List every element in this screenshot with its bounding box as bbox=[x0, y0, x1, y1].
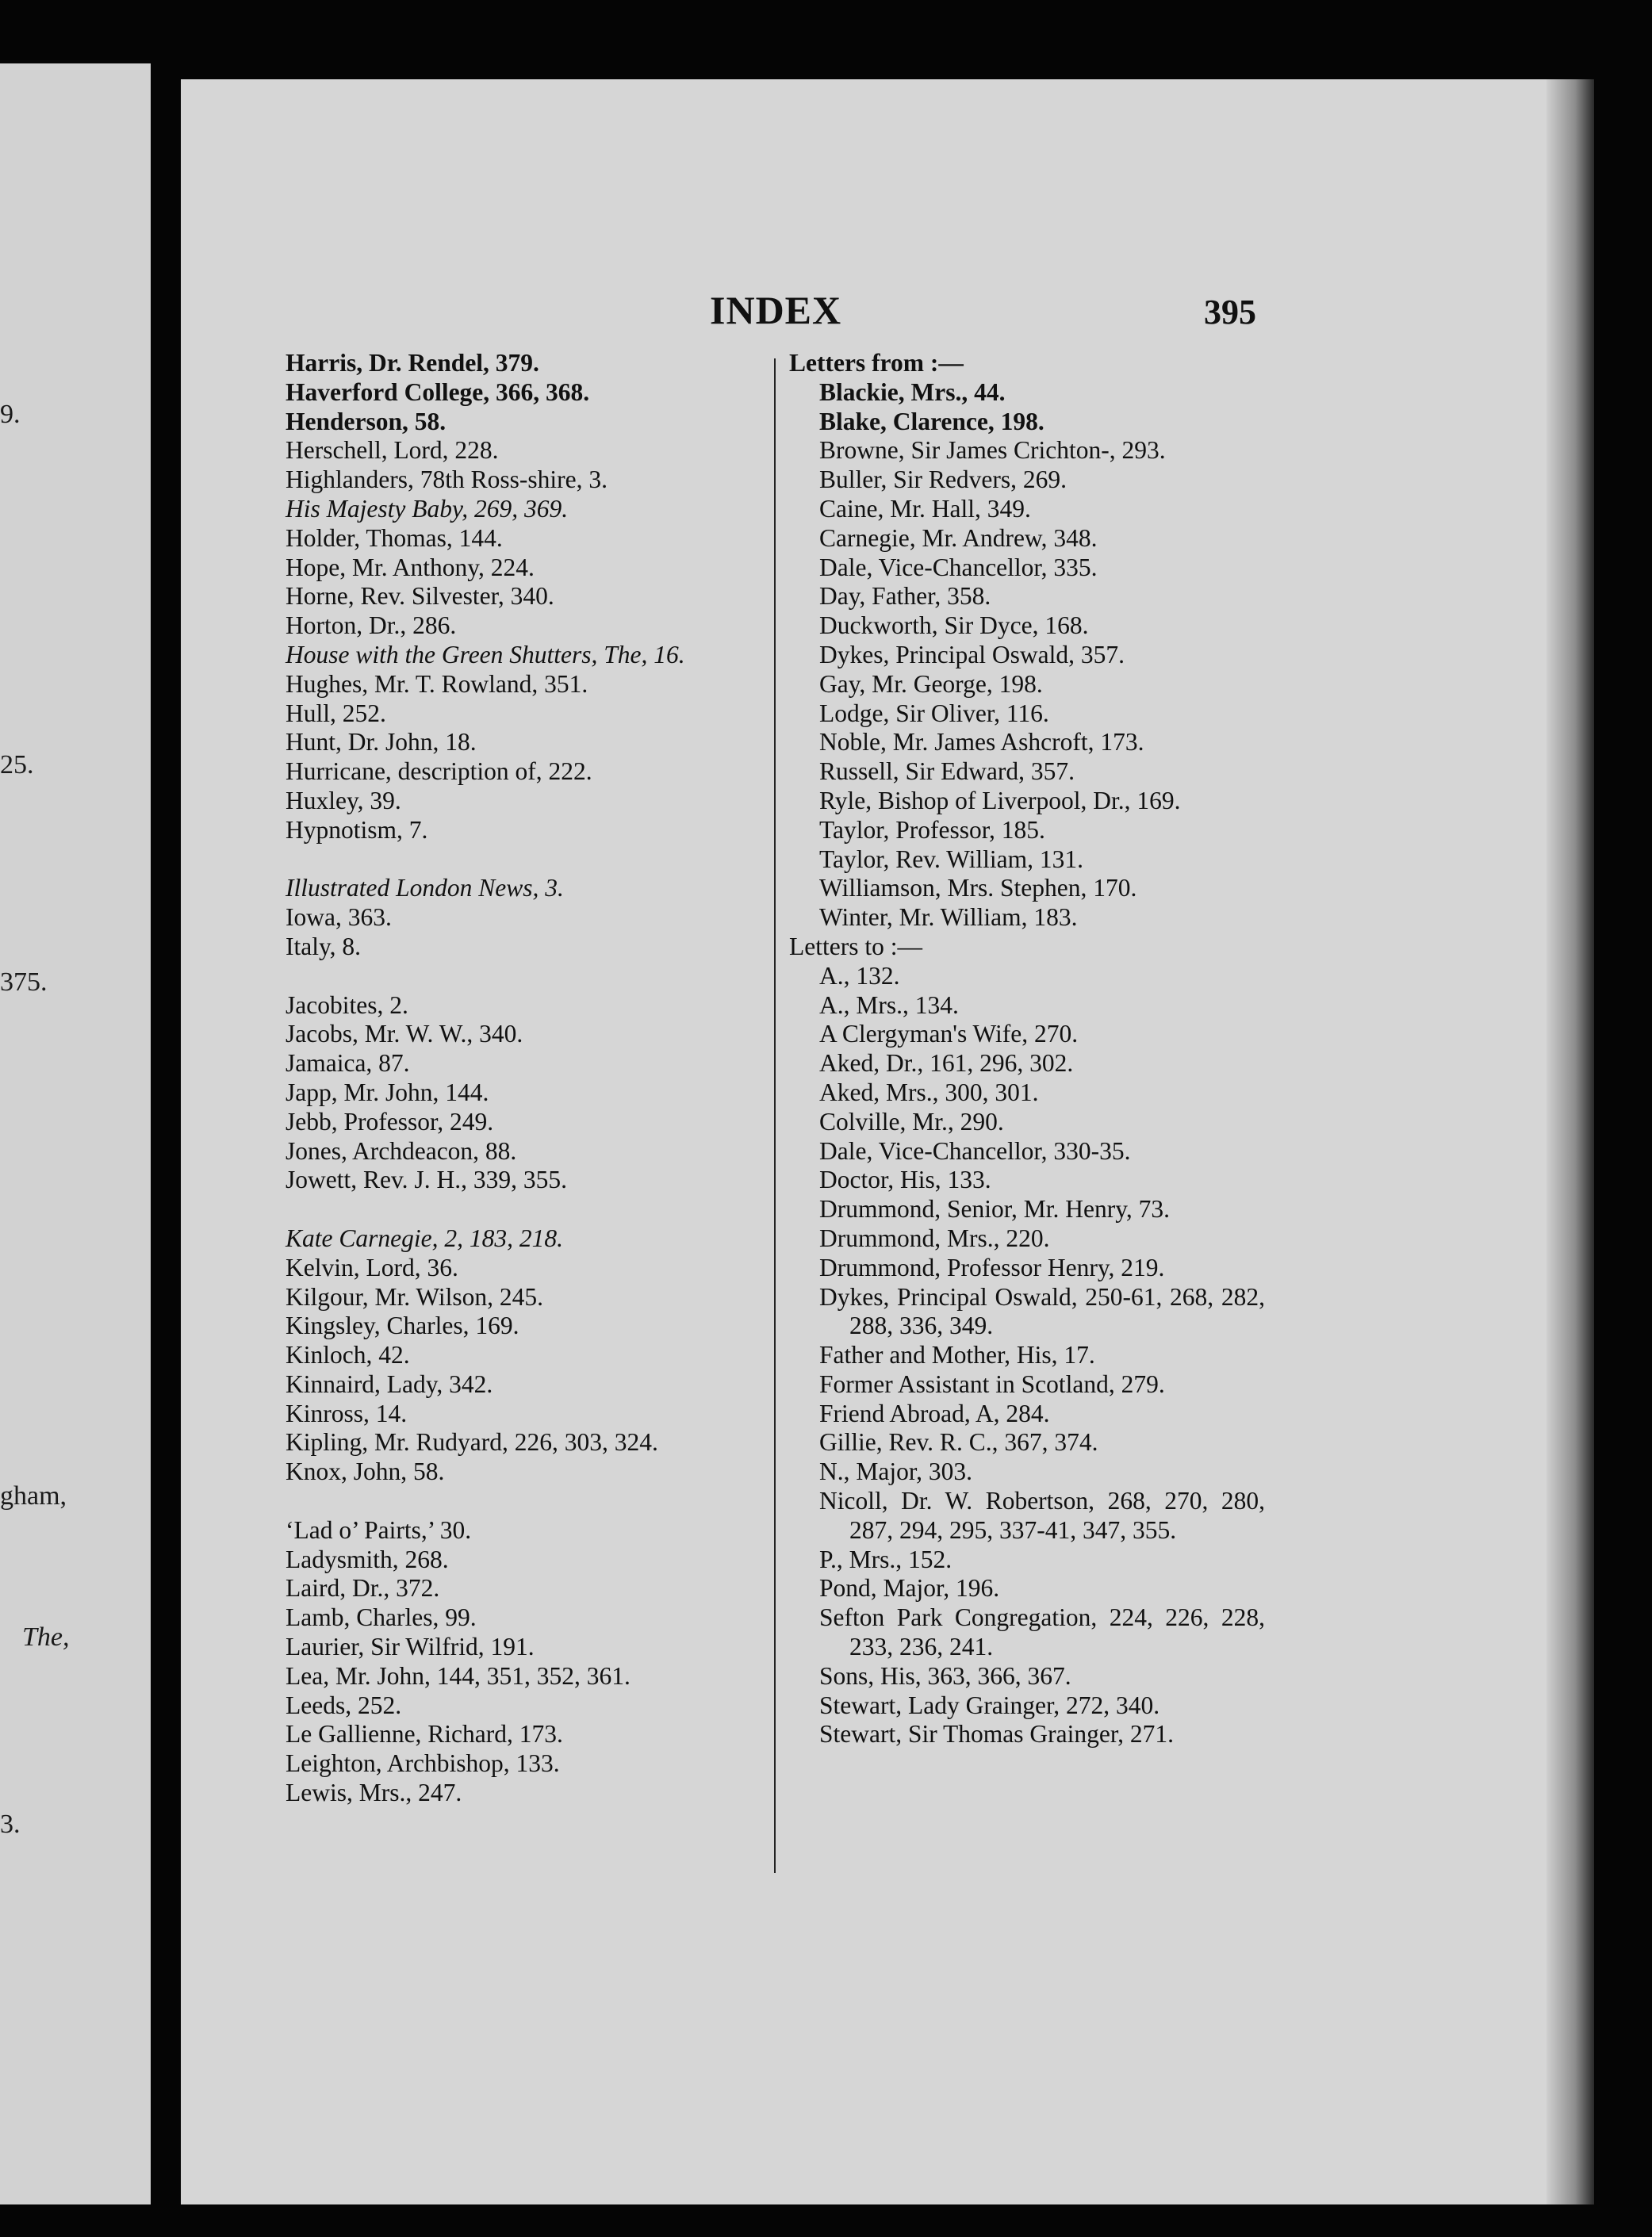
index-entry: Kilgour, Mr. Wilson, 245. bbox=[286, 1282, 544, 1311]
index-entry: Leighton, Archbishop, 133. bbox=[286, 1749, 560, 1778]
index-entry: Lodge, Sir Oliver, 116. bbox=[819, 699, 1049, 727]
index-heading: Letters to :— bbox=[789, 932, 922, 960]
section-gap bbox=[286, 1487, 761, 1516]
index-entry: Lewis, Mrs., 247. bbox=[286, 1779, 462, 1807]
index-entry: Gay, Mr. George, 198. bbox=[819, 669, 1043, 698]
index-entry: Kate Carnegie, 2, 183, 218. bbox=[286, 1224, 563, 1252]
index-entry: Jacobites, 2. bbox=[286, 990, 408, 1019]
page-title: INDEX bbox=[710, 288, 842, 332]
index-entry: Laurier, Sir Wilfrid, 191. bbox=[286, 1633, 535, 1661]
index-entry: Williamson, Mrs. Stephen, 170. bbox=[819, 874, 1137, 902]
index-entry: A., 132. bbox=[819, 961, 900, 990]
index-entry: Doctor, His, 133. bbox=[819, 1166, 991, 1194]
index-heading: Letters from :— bbox=[789, 349, 964, 377]
index-entry: Taylor, Rev. William, 131. bbox=[819, 845, 1083, 873]
index-entry: N., Major, 303. bbox=[819, 1457, 972, 1486]
index-entry: Haverford College, 366, 368. bbox=[286, 377, 590, 406]
index-entry: Taylor, Professor, 185. bbox=[819, 815, 1045, 844]
index-entry: Noble, Mr. James Ashcroft, 173. bbox=[819, 728, 1144, 757]
index-entry: Stewart, Lady Grainger, 272, 340. bbox=[819, 1691, 1160, 1719]
index-entry: Harris, Dr. Rendel, 379. bbox=[286, 349, 539, 377]
column-divider bbox=[774, 358, 776, 1873]
index-entry: Kinross, 14. bbox=[286, 1399, 408, 1427]
index-entry: His Majesty Baby, 269, 369. bbox=[286, 494, 569, 523]
index-entry: Carnegie, Mr. Andrew, 348. bbox=[819, 523, 1098, 552]
index-entry: Browne, Sir James Crichton-, 293. bbox=[819, 436, 1166, 465]
index-entry: Russell, Sir Edward, 357. bbox=[819, 757, 1075, 786]
index-entry: Hughes, Mr. T. Rowland, 351. bbox=[286, 669, 588, 698]
page-number: 395 bbox=[1204, 293, 1256, 331]
prev-page-fragment: gham, bbox=[0, 1481, 67, 1511]
index-entry: Dykes, Principal Oswald, 250-61, 268, 282, 288, 336, 349. bbox=[819, 1282, 1265, 1340]
index-entry: Stewart, Sir Thomas Grainger, 271. bbox=[819, 1720, 1174, 1749]
index-entry: Sefton Park Congregation, 224, 226, 228, 233, 236, 241. bbox=[819, 1603, 1265, 1661]
prev-page-fragment: The, bbox=[22, 1622, 70, 1652]
index-entry: Hurricane, description of, 222. bbox=[286, 757, 592, 786]
index-entry: Kipling, Mr. Rudyard, 226, 303, 324. bbox=[286, 1428, 658, 1457]
prev-page-fragment: 9. bbox=[0, 400, 21, 429]
index-entry: A., Mrs., 134. bbox=[819, 990, 959, 1019]
index-entry: Horton, Dr., 286. bbox=[286, 611, 457, 640]
index-entry: Drummond, Professor Henry, 219. bbox=[819, 1253, 1165, 1281]
index-entry: Drummond, Senior, Mr. Henry, 73. bbox=[819, 1195, 1171, 1224]
index-entry: A Clergyman's Wife, 270. bbox=[819, 1020, 1079, 1048]
index-entry: Henderson, 58. bbox=[286, 407, 447, 435]
index-entry: Former Assistant in Scotland, 279. bbox=[819, 1369, 1165, 1398]
index-entry: Horne, Rev. Silvester, 340. bbox=[286, 582, 554, 611]
index-entry: Father and Mother, His, 17. bbox=[819, 1341, 1095, 1369]
index-entry: Pond, Major, 196. bbox=[819, 1574, 1000, 1603]
prev-page-fragment: 3. bbox=[0, 1810, 21, 1839]
index-entry: Blackie, Mrs., 44. bbox=[819, 377, 1006, 406]
index-entry: Lea, Mr. John, 144, 351, 352, 361. bbox=[286, 1661, 631, 1690]
index-entry: Laird, Dr., 372. bbox=[286, 1574, 440, 1603]
index-entry: Herschell, Lord, 228. bbox=[286, 436, 499, 465]
index-entry: Iowa, 363. bbox=[286, 903, 392, 932]
index-entry: Illustrated London News, 3. bbox=[286, 874, 564, 902]
index-entry: Lamb, Charles, 99. bbox=[286, 1603, 477, 1632]
section-gap bbox=[286, 962, 761, 991]
index-entry: Colville, Mr., 290. bbox=[819, 1107, 1004, 1136]
index-entry: House with the Green Shutters, The, 16. bbox=[286, 640, 685, 668]
index-entry: Day, Father, 358. bbox=[819, 582, 991, 611]
index-entry: Buller, Sir Redvers, 269. bbox=[819, 465, 1067, 494]
index-entry: Aked, Dr., 161, 296, 302. bbox=[819, 1049, 1074, 1078]
index-entry: Gillie, Rev. R. C., 367, 374. bbox=[819, 1428, 1098, 1457]
index-entry: Jacobs, Mr. W. W., 340. bbox=[286, 1020, 523, 1048]
index-entry: Le Gallienne, Richard, 173. bbox=[286, 1720, 563, 1749]
index-entry: Jones, Archdeacon, 88. bbox=[286, 1136, 517, 1165]
section-gap bbox=[286, 1195, 761, 1224]
index-entry: Ryle, Bishop of Liverpool, Dr., 169. bbox=[819, 786, 1181, 814]
index-entry: Hypnotism, 7. bbox=[286, 815, 428, 844]
index-entry: Sons, His, 363, 366, 367. bbox=[819, 1661, 1071, 1690]
index-entry: Kelvin, Lord, 36. bbox=[286, 1253, 458, 1281]
previous-page-edge bbox=[0, 63, 151, 2204]
index-entry: ‘Lad o’ Pairts,’ 30. bbox=[286, 1515, 472, 1544]
prev-page-fragment: 25. bbox=[0, 750, 34, 780]
index-entry: Holder, Thomas, 144. bbox=[286, 523, 503, 552]
page-edge-shadow bbox=[1547, 79, 1594, 2204]
index-entry: Leeds, 252. bbox=[286, 1691, 402, 1719]
index-entry: Dale, Vice-Chancellor, 335. bbox=[819, 553, 1098, 581]
section-gap bbox=[286, 845, 761, 875]
index-entry: Dale, Vice-Chancellor, 330-35. bbox=[819, 1136, 1131, 1165]
index-entry: Winter, Mr. William, 183. bbox=[819, 903, 1078, 932]
index-entry: Kinnaird, Lady, 342. bbox=[286, 1369, 493, 1398]
index-right-column bbox=[789, 349, 1265, 1749]
index-left-column bbox=[286, 349, 761, 1808]
index-entry: Japp, Mr. John, 144. bbox=[286, 1078, 489, 1106]
index-entry: Nicoll, Dr. W. Robertson, 268, 270, 280, 287, 294, 295, 337-41, 347, 355. bbox=[819, 1487, 1265, 1544]
index-entry: Knox, John, 58. bbox=[286, 1457, 445, 1486]
index-entry: Dykes, Principal Oswald, 357. bbox=[819, 640, 1125, 668]
index-entry: Friend Abroad, A, 284. bbox=[819, 1399, 1050, 1427]
index-entry: Hull, 252. bbox=[286, 699, 386, 727]
index-entry: Italy, 8. bbox=[286, 932, 362, 960]
index-entry: Jebb, Professor, 249. bbox=[286, 1107, 494, 1136]
index-entry: Aked, Mrs., 300, 301. bbox=[819, 1078, 1039, 1106]
index-entry: Hope, Mr. Anthony, 224. bbox=[286, 553, 535, 581]
prev-page-fragment: 375. bbox=[0, 967, 48, 997]
index-entry: Duckworth, Sir Dyce, 168. bbox=[819, 611, 1089, 640]
index-entry: Caine, Mr. Hall, 349. bbox=[819, 494, 1031, 523]
index-entry: Ladysmith, 268. bbox=[286, 1545, 449, 1573]
index-entry: Highlanders, 78th Ross-shire, 3. bbox=[286, 465, 608, 494]
index-entry: Kinloch, 42. bbox=[286, 1341, 410, 1369]
index-entry: Kingsley, Charles, 169. bbox=[286, 1312, 519, 1340]
index-entry: Blake, Clarence, 198. bbox=[819, 407, 1044, 435]
index-entry: Hunt, Dr. John, 18. bbox=[286, 728, 477, 757]
index-entry: Jowett, Rev. J. H., 339, 355. bbox=[286, 1166, 567, 1194]
index-entry: Huxley, 39. bbox=[286, 786, 401, 814]
index-entry: P., Mrs., 152. bbox=[819, 1545, 952, 1573]
index-entry: Jamaica, 87. bbox=[286, 1049, 410, 1078]
index-entry: Drummond, Mrs., 220. bbox=[819, 1224, 1050, 1252]
